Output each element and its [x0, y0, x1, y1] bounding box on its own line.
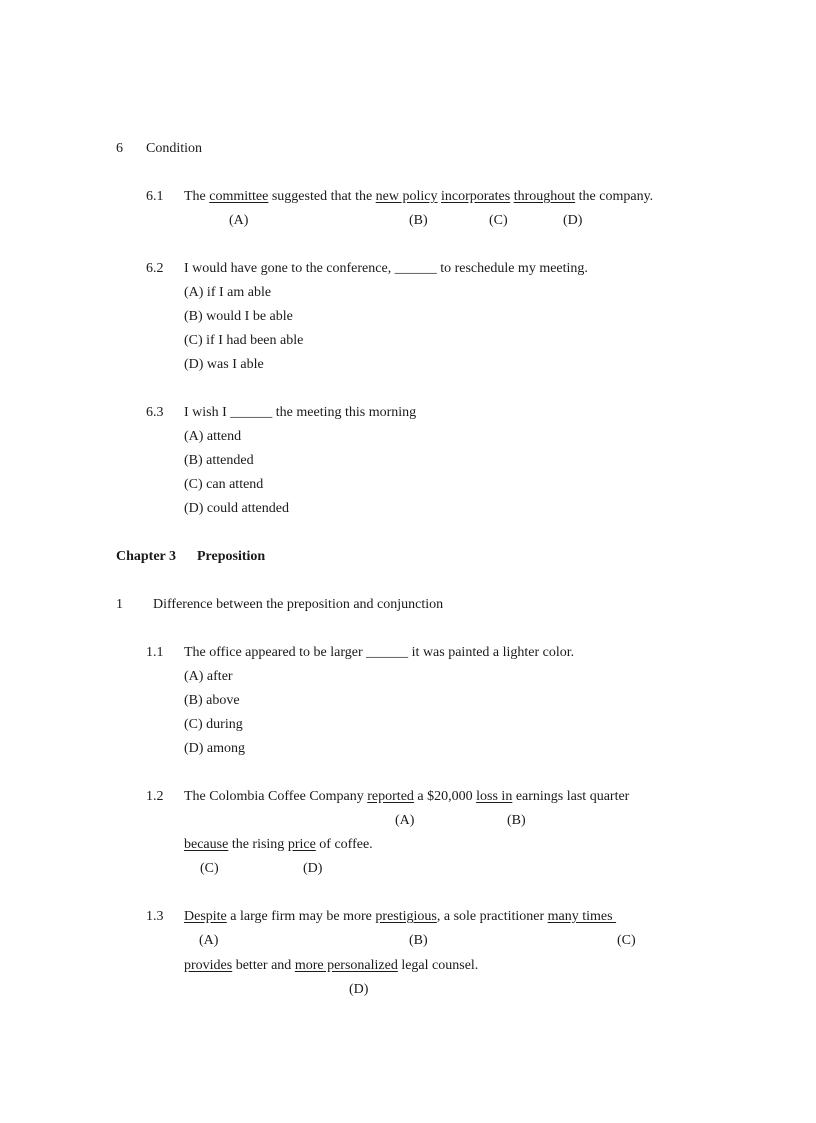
- section-title: Difference between the preposition and conjunction: [153, 597, 444, 612]
- question-number: 1.3: [146, 909, 164, 924]
- underlined-d: provides: [184, 958, 233, 973]
- question-number: 1.1: [146, 645, 164, 660]
- option-a: (A) if I am able: [184, 285, 272, 300]
- underlined-b: new policy: [375, 189, 438, 204]
- underlined-a: reported: [367, 789, 414, 804]
- section-number: 6: [116, 141, 123, 156]
- option-d: (D) was I able: [184, 357, 264, 372]
- question-stem: I wish I ______ the meeting this morning: [184, 405, 417, 420]
- option-c: (C) during: [184, 717, 243, 732]
- marker-c: (C): [617, 933, 636, 948]
- marker-d: (D): [303, 861, 323, 876]
- underlined-b: loss in: [476, 789, 513, 804]
- question-number: 6.2: [146, 261, 164, 276]
- marker-b: (B): [409, 213, 428, 228]
- option-d: (D) among: [184, 741, 246, 756]
- marker-d: (D): [563, 213, 583, 228]
- marker-a: (A): [199, 933, 219, 948]
- marker-c: (C): [200, 861, 219, 876]
- chapter-title: Preposition: [197, 549, 266, 564]
- underlined-b: prestigious: [375, 909, 437, 924]
- question-stem: I would have gone to the conference, ______ to reschedule my meeting.: [184, 261, 588, 276]
- marker-a: (A): [395, 813, 415, 828]
- underlined-e: more personalized: [294, 958, 398, 973]
- option-d: (D) could attended: [184, 501, 289, 516]
- marker-c: (C): [489, 213, 508, 228]
- option-b: (B) attended: [184, 453, 254, 468]
- question-stem: The office appeared to be larger ______ it was painted a lighter color.: [184, 645, 575, 660]
- section-number: 1: [116, 597, 123, 612]
- question-stem-line1: Despite a large firm may be more prestigious, a sole practitioner many times: [184, 909, 617, 924]
- underlined-a: Despite: [184, 909, 227, 924]
- underlined-c: many times: [547, 909, 617, 924]
- question-number: 1.2: [146, 789, 164, 804]
- question-stem-line2: provides better and more personalized legal counsel.: [184, 958, 479, 973]
- question-stem-line1: The Colombia Coffee Company reported a $20,000 loss in earnings last quarter: [184, 789, 630, 804]
- option-b: (B) would I be able: [184, 309, 293, 324]
- marker-a: (A): [229, 213, 249, 228]
- question-stem-line2: because the rising price of coffee.: [184, 837, 373, 852]
- marker-d: (D): [349, 982, 369, 997]
- question-stem: The committee suggested that the new policy incorporates throughout the company.: [184, 189, 654, 204]
- marker-b: (B): [409, 933, 428, 948]
- section-title: Condition: [146, 141, 203, 156]
- option-a: (A) attend: [184, 429, 242, 444]
- underlined-d: throughout: [513, 189, 576, 204]
- underlined-c: because: [184, 837, 229, 852]
- chapter-label: Chapter 3: [116, 549, 177, 564]
- option-c: (C) can attend: [184, 477, 264, 492]
- underlined-c: incorporates: [441, 189, 511, 204]
- marker-b: (B): [507, 813, 526, 828]
- option-c: (C) if I had been able: [184, 333, 304, 348]
- option-b: (B) above: [184, 693, 240, 708]
- underlined-d: price: [287, 837, 316, 852]
- option-a: (A) after: [184, 669, 233, 684]
- underlined-a: committee: [209, 189, 269, 204]
- question-number: 6.1: [146, 189, 164, 204]
- question-number: 6.3: [146, 405, 164, 420]
